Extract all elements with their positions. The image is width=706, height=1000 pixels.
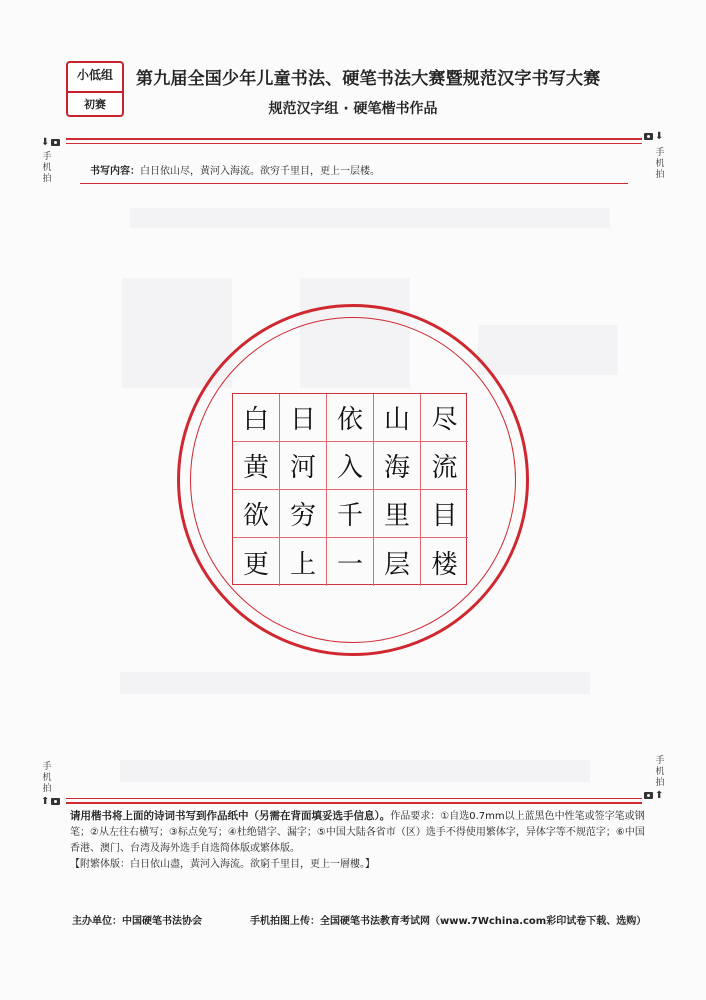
bleed-through-block — [120, 672, 590, 694]
camera-icon — [644, 792, 653, 799]
grid-cell: 层 — [374, 538, 421, 586]
camera-mark-top-left — [41, 137, 60, 148]
grid-cell: 目 — [421, 490, 468, 538]
grid-cell: 日 — [280, 394, 327, 442]
footer-organizer: 主办单位：中国硬笔书法协会 — [72, 916, 202, 927]
phone-shoot-label-bottom-right: 手 机 拍 — [655, 756, 665, 788]
instructions-body: 作品要求：①自选0.7mm以上蓝黑色中性笔或签字笔或钢笔；②从左往右横写；③标点免写；④杜绝错字、漏字；⑤中国大陆各省市（区）选手不得使用繁体字，异体字等不规范字；⑥中国香港、澳门、台湾及海外选手自选简体版或繁体版。 — [70, 811, 645, 854]
grid-cell: 山 — [374, 394, 421, 442]
bleed-through-block-2 — [120, 760, 590, 782]
grid-cell: 穷 — [280, 490, 327, 538]
grid-cell: 依 — [327, 394, 374, 442]
arrow-down-icon: ⬇ — [41, 137, 50, 148]
grid-cell: 河 — [280, 442, 327, 490]
top-rule — [66, 138, 642, 140]
grid-cell: 楼 — [431, 549, 458, 580]
grid-cell: 流 — [421, 442, 468, 490]
instructions-block — [70, 808, 646, 873]
grid-cell: 上 — [280, 538, 327, 586]
grid-cell: 千 — [327, 490, 374, 538]
content-underline — [80, 183, 628, 184]
arrow-down-icon: ⬇ — [655, 131, 664, 142]
camera-icon — [51, 798, 60, 805]
arrow-up-icon: ⬆ — [41, 796, 50, 807]
writing-content — [90, 162, 380, 177]
grid-cell: 入 — [327, 442, 374, 490]
phone-shoot-label-bottom-left: 手 机 拍 — [42, 762, 52, 794]
grid-cell: 里 — [374, 490, 421, 538]
grid-cell: 更 — [233, 538, 280, 586]
bottom-rule-thin — [66, 798, 642, 799]
camera-mark-bottom-right — [644, 790, 663, 801]
badge-group-label: 小低组 — [76, 68, 113, 82]
footer-upload: 手机拍图上传：全国硬笔书法教育考试网（www.7Wchina.com彩印试卷下载、选购） — [250, 916, 647, 927]
writing-grid — [232, 393, 467, 585]
camera-icon — [51, 139, 60, 146]
top-rule-thin — [66, 143, 642, 144]
bleed-through-heading — [130, 208, 610, 228]
badge-round-label: 初赛 — [68, 91, 122, 115]
arrow-up-icon: ⬆ — [655, 790, 664, 801]
instructions-traditional: 【附繁体版：白日依山盡，黃河入海流。欲窮千里目，更上一層樓。】 — [70, 859, 375, 870]
camera-mark-top-right — [644, 131, 663, 142]
camera-icon — [644, 133, 653, 140]
page-subtitle: 规范汉字组 · 硬笔楷书作品 — [268, 101, 438, 117]
writing-content-label: 书写内容： — [90, 166, 140, 177]
page-title: 第九届全国少年儿童书法、硬笔书法大赛暨规范汉字书写大赛 — [136, 69, 601, 89]
camera-mark-bottom-left — [41, 796, 60, 807]
phone-shoot-label-top-right: 手 机 拍 — [655, 148, 665, 180]
grid-cell: 白 — [233, 394, 280, 442]
grid-cell: 黄 — [233, 442, 280, 490]
grid-cell: 尽 — [421, 394, 468, 442]
phone-shoot-label-top-left: 手 机 拍 — [42, 152, 52, 184]
bleed-through-banner — [478, 325, 618, 375]
instructions-lead: 请用楷书将上面的诗词书写到作品纸中（另需在背面填妥选手信息）。 — [70, 810, 391, 822]
grid-cell: 欲 — [233, 490, 280, 538]
grid-cell: 一 — [327, 538, 374, 586]
grid-cell: 海 — [374, 442, 421, 490]
writing-content-text: 白日依山尽，黄河入海流。欲穷千里目，更上一层楼。 — [140, 166, 380, 177]
bottom-rule — [66, 802, 642, 804]
